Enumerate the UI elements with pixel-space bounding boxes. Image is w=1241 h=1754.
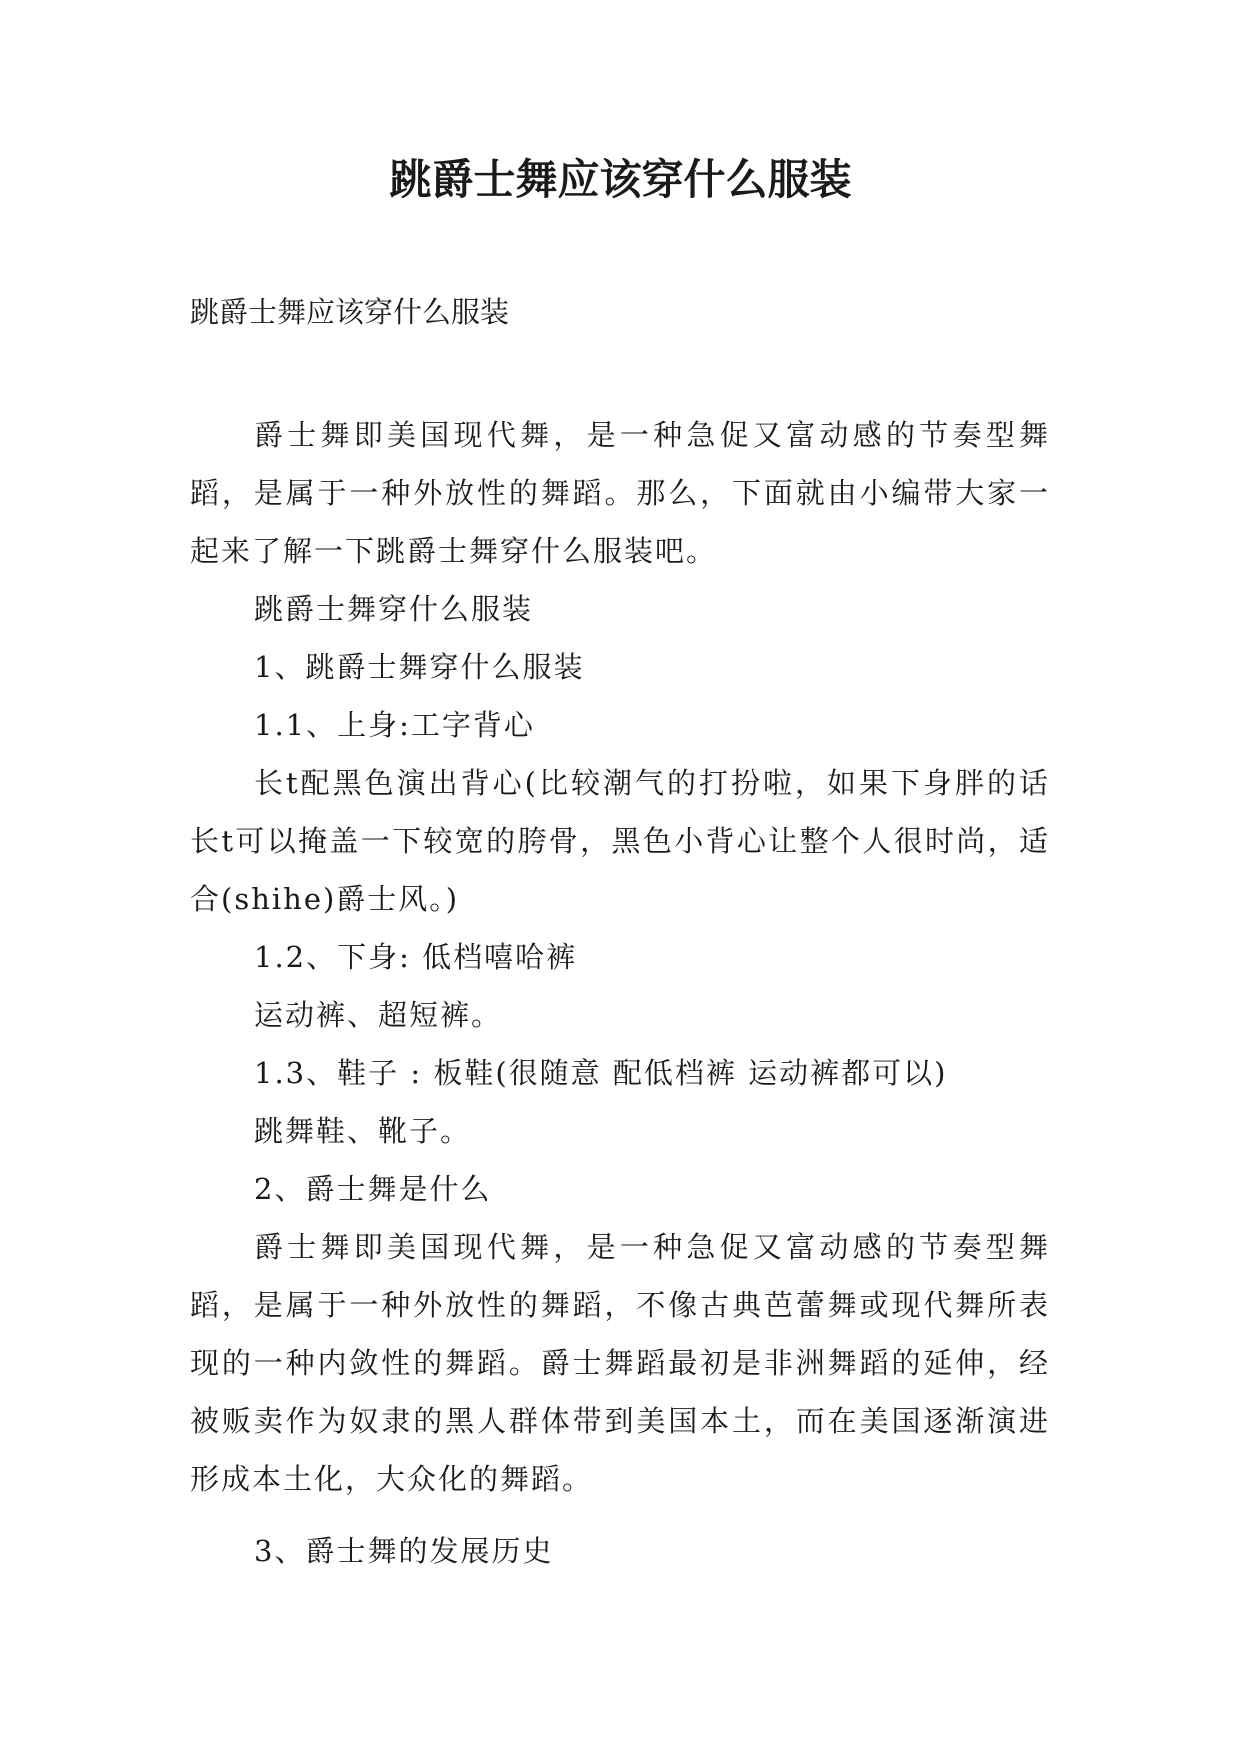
section-2-heading: 2、爵士舞是什么 [254,1172,492,1206]
document-body [190,406,1050,1580]
section-1-1-paragraph: 长t配黑色演出背心(比较潮气的打扮啦，如果下身胖的话长t可以掩盖一下较宽的胯骨，黑色小背心让整个人很时尚，适合(shihe)爵士风。) [190,766,1050,916]
section-1-3-paragraph: 跳舞鞋、靴子。 [254,1114,472,1148]
document-subtitle: 跳爵士舞应该穿什么服装 [190,295,510,329]
section-1-2-paragraph: 运动裤、超短裤。 [254,998,503,1032]
document-title: 跳爵士舞应该穿什么服装 [389,155,852,204]
section-1-2-heading: 1.2、下身: 低档嘻哈裤 [254,940,578,974]
section-heading: 跳爵士舞穿什么服装 [254,592,534,626]
section-1-1-heading: 1.1、上身:工字背心 [254,708,535,742]
section-1-heading: 1、跳爵士舞穿什么服装 [254,650,585,684]
intro-paragraph: 爵士舞即美国现代舞，是一种急促又富动感的节奏型舞蹈，是属于一种外放性的舞蹈。那么，下面就由小编带大家一起来了解一下跳爵士舞穿什么服装吧。 [190,418,1050,568]
section-1-3-heading: 1.3、鞋子 : 板鞋(很随意 配低档裤 运动裤都可以) [254,1056,948,1090]
section-2-paragraph: 爵士舞即美国现代舞，是一种急促又富动感的节奏型舞蹈，是属于一种外放性的舞蹈，不像古典芭蕾舞或现代舞所表现的一种内敛性的舞蹈。爵士舞蹈最初是非洲舞蹈的延伸，经被贩卖作为奴隶的黑人群体带到美国本土，而在美国逐渐演进形成本土化，大众化的舞蹈。 [190,1230,1050,1496]
section-3-heading: 3、爵士舞的发展历史 [254,1534,554,1568]
